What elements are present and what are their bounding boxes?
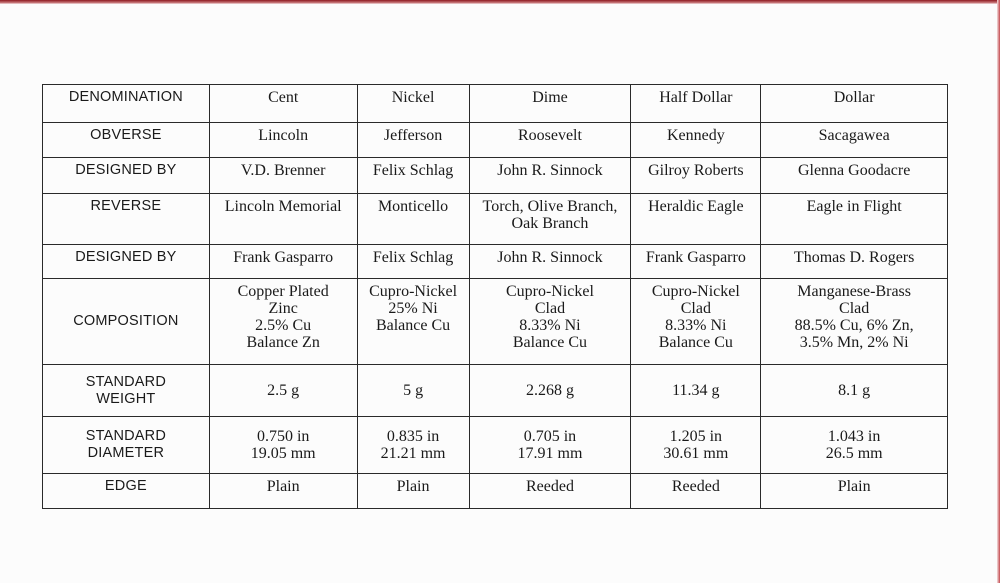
row-label xyxy=(43,417,210,474)
cell-line: Reeded xyxy=(525,478,574,495)
table-row xyxy=(43,85,948,123)
row-label xyxy=(43,158,210,194)
cell-line: Balance Cu xyxy=(658,334,733,351)
cell-line: 1.205 in xyxy=(669,428,723,445)
cell-line: 0.750 in xyxy=(256,428,310,445)
cell-line: Heraldic Eagle xyxy=(648,198,744,215)
table-cell xyxy=(631,158,761,194)
cell-line: Manganese-Brass xyxy=(797,283,912,300)
table-cell xyxy=(209,365,357,417)
table-cell xyxy=(469,365,631,417)
cell-line: 8.33% Ni xyxy=(519,317,581,334)
table-row xyxy=(43,123,948,158)
table-cell xyxy=(631,279,761,365)
table-cell xyxy=(631,365,761,417)
table-cell xyxy=(209,474,357,509)
table-cell xyxy=(357,158,469,194)
cell-line: 1.043 in xyxy=(827,428,881,445)
table-cell xyxy=(761,417,948,474)
cell-line: Glenna Goodacre xyxy=(797,162,911,179)
row-label xyxy=(43,85,210,123)
table-row xyxy=(43,279,948,365)
table-cell xyxy=(469,417,631,474)
row-label xyxy=(43,194,210,245)
cell-line: 26.5 mm xyxy=(825,445,883,462)
table-cell xyxy=(761,365,948,417)
table-row xyxy=(43,245,948,279)
row-label xyxy=(43,474,210,509)
table-cell xyxy=(761,158,948,194)
table-row xyxy=(43,365,948,417)
cell-line: Balance Cu xyxy=(375,317,451,334)
cell-line: Roosevelt xyxy=(517,127,582,144)
table-cell xyxy=(469,474,631,509)
cell-line: Zinc xyxy=(268,300,298,317)
cell-line: Frank Gasparro xyxy=(233,249,334,266)
cell-line: Copper Plated xyxy=(237,283,329,300)
row-label xyxy=(43,245,210,279)
cell-line: Half Dollar xyxy=(659,89,733,106)
cell-line: Jefferson xyxy=(383,127,443,144)
table-cell xyxy=(631,417,761,474)
table-cell xyxy=(209,279,357,365)
cell-line: Dime xyxy=(532,89,568,106)
table-cell xyxy=(357,85,469,123)
table-cell xyxy=(631,123,761,158)
cell-line: 11.34 g xyxy=(672,382,720,399)
table-cell xyxy=(469,194,631,245)
cell-line: Lincoln xyxy=(258,127,309,144)
cell-line: 5 g xyxy=(403,382,424,399)
cell-line: Cupro-Nickel xyxy=(369,283,458,300)
table-cell xyxy=(357,474,469,509)
row-label-text: DENOMINATION xyxy=(68,89,183,105)
cell-line: Sacagawea xyxy=(818,127,890,144)
row-label xyxy=(43,123,210,158)
cell-line: Frank Gasparro xyxy=(645,249,746,266)
row-label-line: STANDARD xyxy=(85,373,167,390)
cell-line: Plain xyxy=(837,478,871,495)
cell-line: Clad xyxy=(534,300,566,317)
cell-line: Monticello xyxy=(377,198,449,215)
table-row xyxy=(43,474,948,509)
table-cell xyxy=(631,245,761,279)
cell-line: 19.05 mm xyxy=(250,445,316,462)
cell-line: 8.1 g xyxy=(838,382,871,399)
table-cell xyxy=(209,417,357,474)
cell-line: Clad xyxy=(839,300,870,317)
table-cell xyxy=(209,158,357,194)
table-cell xyxy=(469,158,631,194)
table-cell xyxy=(357,417,469,474)
table-cell xyxy=(761,474,948,509)
cell-line: 17.91 mm xyxy=(517,445,583,462)
table-cell xyxy=(761,85,948,123)
cell-line: Cupro-Nickel xyxy=(651,283,740,300)
table-cell xyxy=(209,123,357,158)
table-cell xyxy=(631,85,761,123)
table-cell xyxy=(469,245,631,279)
table-cell xyxy=(209,245,357,279)
cell-line: John R. Sinnock xyxy=(497,249,603,266)
cell-line: 0.835 in xyxy=(386,428,440,445)
cell-line: John R. Sinnock xyxy=(497,162,603,179)
table-cell xyxy=(469,85,631,123)
table-cell xyxy=(209,85,357,123)
cell-line: Nickel xyxy=(391,89,435,106)
table-cell xyxy=(469,279,631,365)
cell-line: 21.21 mm xyxy=(380,445,446,462)
table-cell xyxy=(469,123,631,158)
cell-line: Balance Cu xyxy=(512,334,588,351)
row-label-line: WEIGHT xyxy=(96,390,156,407)
cell-line: 8.33% Ni xyxy=(665,317,727,334)
cell-line: Torch, Olive Branch, xyxy=(482,198,618,215)
cell-line: Reeded xyxy=(671,478,720,495)
cell-line: Felix Schlag xyxy=(372,162,454,179)
cell-line: 3.5% Mn, 2% Ni xyxy=(799,334,909,351)
cell-line: Gilroy Roberts xyxy=(648,162,744,179)
cell-line: Clad xyxy=(680,300,711,317)
row-label-text: DESIGNED BY xyxy=(75,162,177,178)
table-cell xyxy=(761,194,948,245)
table-cell xyxy=(761,279,948,365)
cell-line: Plain xyxy=(396,478,430,495)
cell-line: 2.5% Cu xyxy=(255,317,312,334)
table-cell xyxy=(357,194,469,245)
table-row xyxy=(43,194,948,245)
cell-line: V.D. Brenner xyxy=(240,162,326,179)
table-cell xyxy=(357,365,469,417)
row-label-text: COMPOSITION xyxy=(73,313,179,329)
table-cell xyxy=(761,123,948,158)
coin-specifications-table xyxy=(42,84,948,509)
cell-line: Plain xyxy=(266,478,300,495)
row-label-line: DIAMETER xyxy=(87,445,165,461)
cell-line: Eagle in Flight xyxy=(806,198,902,215)
table-cell xyxy=(209,194,357,245)
table-cell xyxy=(631,474,761,509)
cell-line: Oak Branch xyxy=(511,215,589,232)
table-cell xyxy=(761,245,948,279)
cell-line: 25% Ni xyxy=(388,300,438,317)
table-row xyxy=(43,417,948,474)
cell-line: Balance Zn xyxy=(246,334,320,351)
row-label-text: OBVERSE xyxy=(90,127,162,143)
cell-line: Dollar xyxy=(833,89,875,106)
cell-line: Cent xyxy=(268,89,299,106)
cell-line: 88.5% Cu, 6% Zn, xyxy=(794,317,914,334)
row-label-text: REVERSE xyxy=(90,198,162,214)
cell-line: Felix Schlag xyxy=(372,249,454,266)
cell-line: Kennedy xyxy=(666,127,725,144)
cell-line: 2.5 g xyxy=(267,382,300,399)
table-cell xyxy=(357,279,469,365)
cell-line: 0.705 in xyxy=(523,428,577,445)
row-label-line: STANDARD xyxy=(85,428,167,444)
cell-line: Thomas D. Rogers xyxy=(793,249,915,266)
cell-line: 30.61 mm xyxy=(663,445,729,462)
cell-line: Cupro-Nickel xyxy=(505,283,594,300)
table-row xyxy=(43,158,948,194)
row-label xyxy=(43,365,210,417)
top-border-strip xyxy=(0,0,1000,4)
table-body xyxy=(43,85,948,509)
table-cell xyxy=(631,194,761,245)
table-cell xyxy=(357,123,469,158)
cell-line: 2.268 g xyxy=(525,382,574,399)
table-cell xyxy=(357,245,469,279)
cell-line: Lincoln Memorial xyxy=(224,198,342,215)
row-label xyxy=(43,279,210,365)
row-label-text: EDGE xyxy=(104,478,147,494)
row-label-text: DESIGNED BY xyxy=(75,249,177,265)
